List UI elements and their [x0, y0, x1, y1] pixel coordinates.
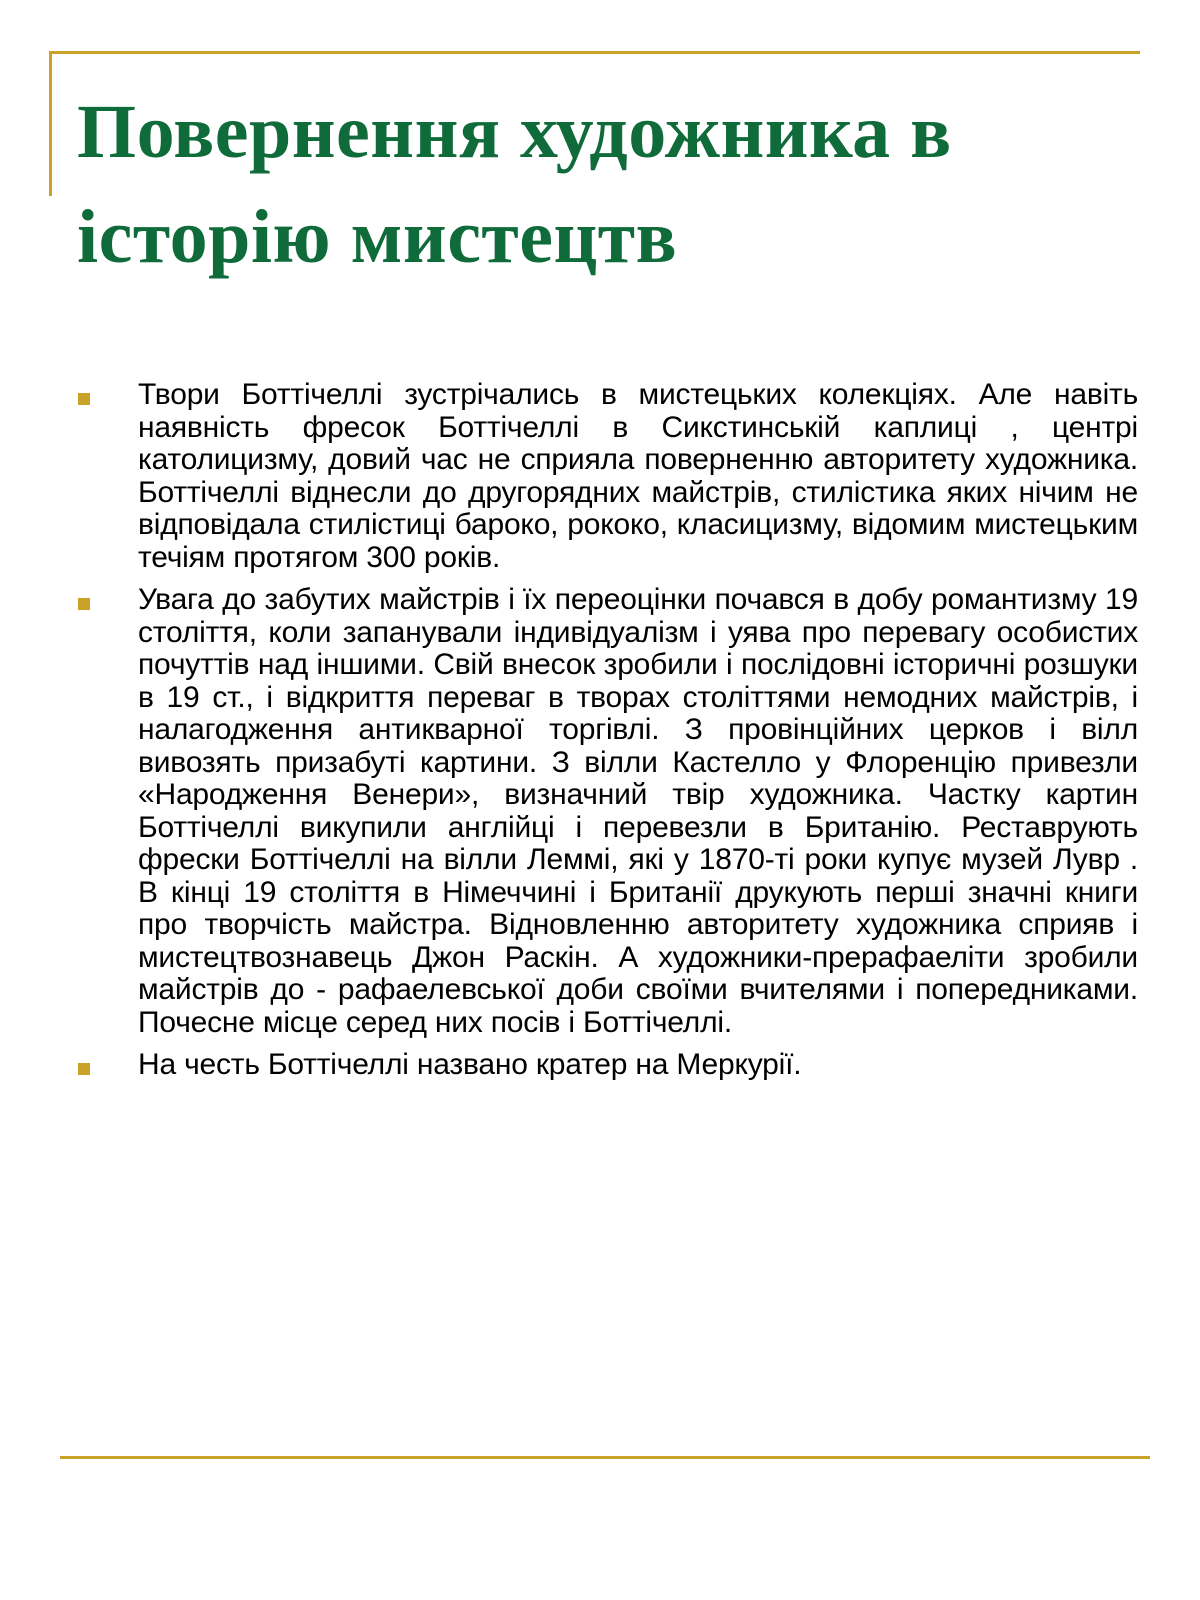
bullet-text: Увага до забутих майстрів і їх переоцінки почався в добу романтизму 19 століття, коли запанували індивідуалізм і уява про перевагу особистих почуттів над іншими. Свій внесок зробили і послідовні історичні розшуки в 19 ст., і відкриття переваг в творах століттями немодних майстрів, і налагодження антикварної торгівлі. З провінційних церков і вілл вивозять призабуті картини. З вілли Кастелло у Флоренцію привезли «Народження Венери», визначний твір художника. Частку картин Боттічеллі викупили англійці і перевезли в Британію. Реставрують фрески Боттічеллі на вілли Леммі, які у 1870-ті роки купує музей Лувр . В кінці 19 століття в Німеччині і Британії друкують перші значні книги про творчість майстра. Відновленню авторитету художника сприяв і мистецтвознавець Джон Раскін. А художники-прерафаеліти зробили майстрів до - рафаелевської доби своїми вчителями і попередниками. Почесне місце серед них посів і Боттічеллі.: [138, 583, 1138, 1039]
bullet-list: [78, 379, 1138, 1092]
bullet-text: Твори Боттічеллі зустрічались в мистецьких колекціях. Але навіть наявність фресок Боттічеллі в Сикстинській каплиці , центрі католицизму, довий час не сприяла поверненню авторитету художника. Боттічеллі віднесли до другорядних майстрів, стилістика яких нічим не відповідала стилістиці бароко, рококо, класицизму, відомим мистецьким течіям протягом 300 років.: [138, 378, 1138, 574]
bullet-item: [78, 379, 1138, 574]
top-divider: [50, 51, 1140, 54]
slide-title: Повернення художника в історію мистецтв: [77, 90, 952, 279]
left-accent-line: [49, 51, 52, 196]
bullet-text: На честь Боттічеллі названо кратер на Меркурії.: [138, 1048, 802, 1081]
square-bullet-icon: [78, 598, 90, 610]
bottom-divider: [60, 1456, 1150, 1459]
square-bullet-icon: [78, 1063, 90, 1075]
square-bullet-icon: [78, 393, 90, 405]
bullet-item: [78, 584, 1138, 1039]
bullet-item: [78, 1049, 1138, 1082]
